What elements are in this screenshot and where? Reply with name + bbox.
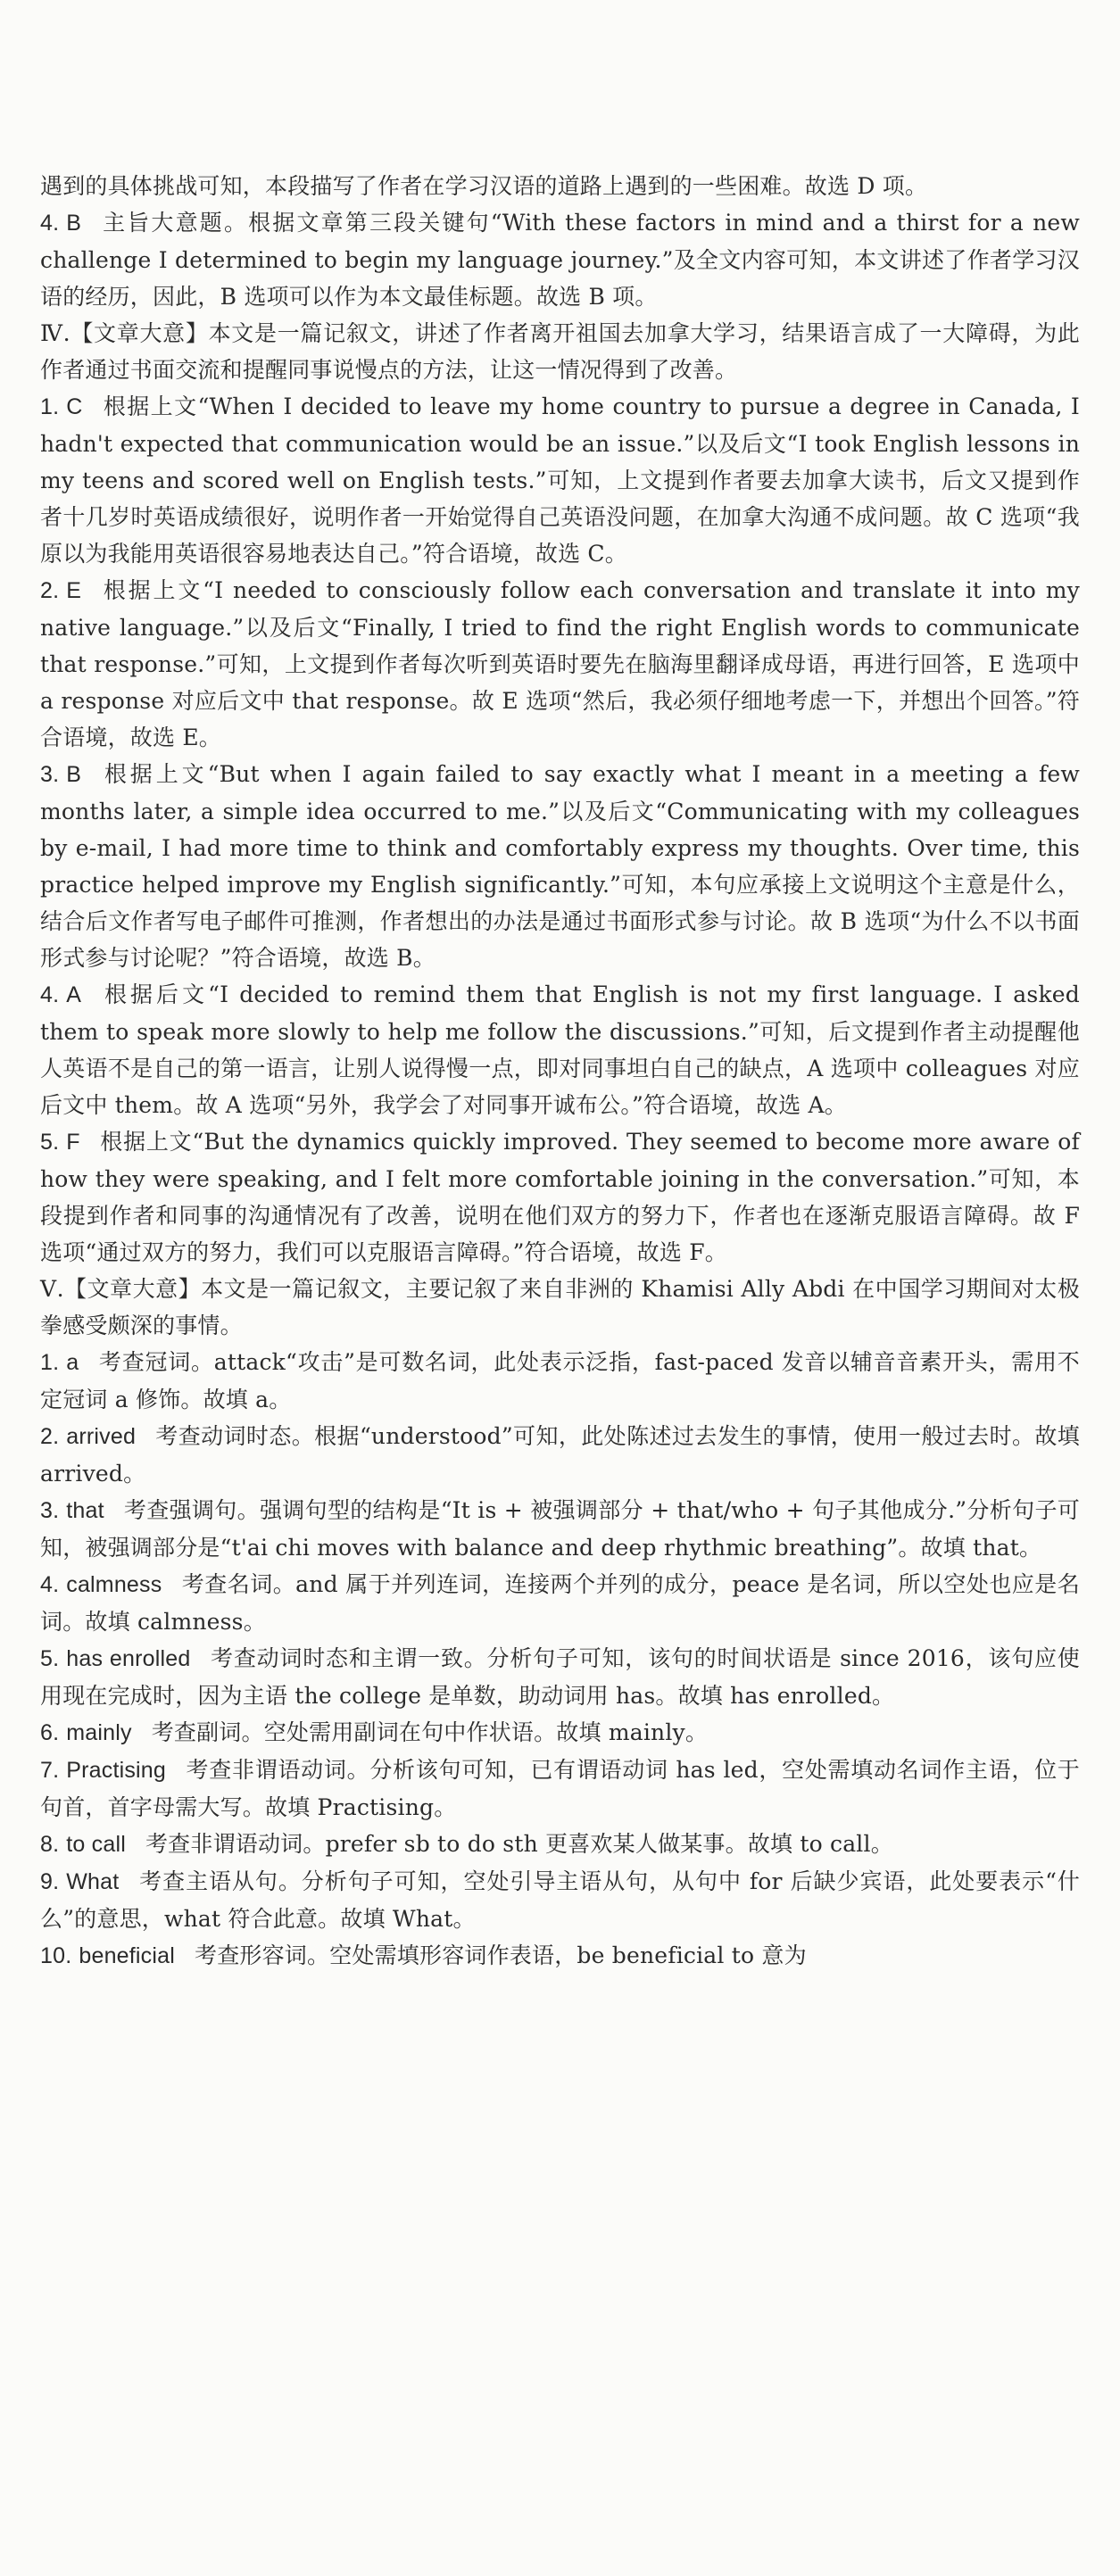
item-answer: has enrolled [66, 1646, 191, 1671]
answer-item-5-section-iv [40, 1123, 1080, 1271]
answer-item-3-section-iv [40, 756, 1080, 976]
item-number: 3. [40, 762, 60, 787]
item-explanation: 考查形容词。空处需填形容词作表语，be beneficial to 意为 [195, 1942, 807, 1968]
item-number: 4. [40, 1572, 60, 1597]
answer-item-1-section-iv [40, 388, 1080, 572]
answer-item-3-section-v [40, 1492, 1080, 1566]
item-answer: that [66, 1498, 104, 1523]
item-number: 5. [40, 1646, 60, 1671]
item-answer: B [66, 762, 82, 787]
answer-item-4-section-iv [40, 976, 1080, 1123]
item-number: 3. [40, 1498, 60, 1523]
answer-item-8-section-v [40, 1826, 1080, 1863]
item-number: 1. [40, 1350, 60, 1375]
answer-item-6-section-v [40, 1714, 1080, 1752]
section-text: Ⅳ.【文章大意】本文是一篇记叙文，讲述了作者离开祖国去加拿大学习，结果语言成了一大障碍，为此作者通过书面交流和提醒同事说慢点的方法，让这一情况得到了改善。 [40, 320, 1080, 383]
item-answer: A [66, 982, 82, 1007]
item-explanation: 考查非谓语动词。分析该句可知，已有谓语动词 has led，空处需填动名词作主语，位于句首，首字母需大写。故填 Practising。 [40, 1757, 1080, 1820]
paragraph-text: 遇到的具体挑战可知，本段描写了作者在学习汉语的道路上遇到的一些困难。故选 D 项。 [40, 173, 928, 199]
answer-item-2-section-iv [40, 572, 1080, 756]
answer-item-2-section-v [40, 1418, 1080, 1492]
item-answer: E [66, 578, 82, 603]
item-explanation: 考查动词时态。根据“understood”可知，此处陈述过去发生的事情，使用一般过去时。故填 arrived。 [40, 1423, 1080, 1487]
item-answer: B [66, 211, 82, 236]
item-answer: mainly [66, 1720, 132, 1745]
item-number: 10. [40, 1943, 72, 1968]
item-explanation: 根据上文“But when I again failed to say exactly what I meant in a meeting a few months later, a simple idea occurred to me.”以及后文“Communicating with my colleagues by e-mail, I had more time to think and comfortably express my thoughts. Over time, this practice helped improve my English significantly.”可知，本句应承接上文说明这个主意是什么，结合后文作者写电子邮件可推测，作者想出的办法是通过书面形式参与讨论。故 B 选项“为什么不以书面形式参与讨论呢？”符合语境，故选 B。 [40, 761, 1080, 971]
item-explanation: 根据上文“I needed to consciously follow each conversation and translate it into my native language.”以及后文“Finally, I tried to find the right English words to communicate that response.”可知，上文提到作者每次听到英语时要先在脑海里翻译成母语，再进行回答，E 选项中 a response 对应后文中 that response。故 E 选项“然后，我必须仔细地考虑一下，并想出个回答。”符合语境，故选 E。 [40, 577, 1080, 750]
section-summary-iv [40, 315, 1080, 388]
item-explanation: 考查副词。空处需用副词在句中作状语。故填 mainly。 [151, 1719, 709, 1745]
item-answer: Practising [66, 1758, 167, 1783]
answer-explanations [40, 168, 1080, 1975]
item-explanation: 考查动词时态和主谓一致。分析句子可知，该句的时间状语是 since 2016，该句应使用现在完成时，因为主语 the college 是单数，助动词用 has。故填 has enrolled。 [40, 1645, 1081, 1709]
paragraph-continuation [40, 168, 1080, 204]
item-answer: to call [66, 1832, 126, 1857]
item-number: 2. [40, 578, 60, 603]
item-number: 4. [40, 982, 60, 1007]
answer-item-5-section-v [40, 1640, 1080, 1714]
item-answer: calmness [66, 1572, 162, 1597]
item-answer: arrived [66, 1424, 137, 1449]
item-answer: beneficial [79, 1943, 175, 1968]
item-explanation: 根据上文“But the dynamics quickly improved. They seemed to become more aware of how they were speaking, and I felt more comfortable joining in the conversation.”可知，本段提到作者和同事的沟通情况有了改善，说明在他们双方的努力下，作者也在逐渐克服语言障碍。故 F 选项“通过双方的努力，我们可以克服语言障碍。”符合语境，故选 F。 [40, 1129, 1080, 1265]
item-explanation: 根据上文“When I decided to leave my home country to pursue a degree in Canada, I hadn't expected that communication would be an issue.”以及后文“I took English lessons in my teens and scored well on English tests.”可知，上文提到作者要去加拿大读书，后文又提到作者十几岁时英语成绩很好，说明作者一开始觉得自己英语没问题，在加拿大沟通不成问题。故 C 选项“我原以为我能用英语很容易地表达自己。”符合语境，故选 C。 [40, 393, 1080, 567]
answer-item-1-section-v [40, 1344, 1080, 1418]
item-explanation: 考查非谓语动词。prefer sb to do sth 更喜欢某人做某事。故填 to call。 [145, 1831, 893, 1857]
section-summary-v [40, 1271, 1080, 1344]
item-number: 8. [40, 1832, 60, 1857]
item-explanation: 根据后文“I decided to remind them that English is not my first language. I asked them to speak more slowly to help me follow the discussions.”可知，后文提到作者主动提醒他人英语不是自己的第一语言，让别人说得慢一点，即对同事坦白自己的缺点，A 选项中 colleagues 对应后文中 them。故 A 选项“另外，我学会了对同事开诚布公。”符合语境，故选 A。 [40, 982, 1080, 1118]
section-text: Ⅴ.【文章大意】本文是一篇记叙文，主要记叙了来自非洲的 Khamisi Ally Abdi 在中国学习期间对太极拳感受颇深的事情。 [40, 1276, 1080, 1338]
item-number: 5. [40, 1130, 60, 1155]
answer-item-4-section-v [40, 1566, 1080, 1640]
answer-item-9-section-v [40, 1863, 1080, 1937]
item-explanation: 考查强调句。强调句型的结构是“It is + 被强调部分 + that/who + 句子其他成分.”分析句子可知，被强调部分是“t'ai chi moves with balance and deep rhythmic breathing”。故填 that。 [40, 1497, 1080, 1561]
item-number: 1. [40, 394, 60, 419]
answer-item-4-reading-a [40, 204, 1080, 315]
item-answer: What [66, 1869, 120, 1894]
item-answer: C [66, 394, 83, 419]
item-explanation: 考查名词。and 属于并列连词，连接两个并列的成分，peace 是名词，所以空处也应是名词。故填 calmness。 [40, 1571, 1080, 1635]
item-answer: a [66, 1350, 79, 1375]
item-explanation: 主旨大意题。根据文章第三段关键句“With these factors in mind and a thirst for a new challenge I determined to begin my language journey.”及全文内容可知，本文讲述了作者学习汉语的经历，因此，B 选项可以作为本文最佳标题。故选 B 项。 [40, 210, 1080, 310]
answer-item-10-section-v [40, 1937, 1080, 1975]
item-number: 6. [40, 1720, 60, 1745]
item-explanation: 考查主语从句。分析句子可知，空处引导主语从句，从句中 for 后缺少宾语，此处要表示“什么”的意思，what 符合此意。故填 What。 [40, 1868, 1080, 1932]
item-number: 9. [40, 1869, 60, 1894]
item-number: 4. [40, 211, 60, 236]
item-explanation: 考查冠词。attack“攻击”是可数名词，此处表示泛指，fast-paced 发音以辅音音素开头，需用不定冠词 a 修饰。故填 a。 [40, 1349, 1080, 1412]
item-number: 2. [40, 1424, 60, 1449]
item-answer: F [66, 1130, 80, 1155]
answer-item-7-section-v [40, 1752, 1080, 1826]
item-number: 7. [40, 1758, 60, 1783]
